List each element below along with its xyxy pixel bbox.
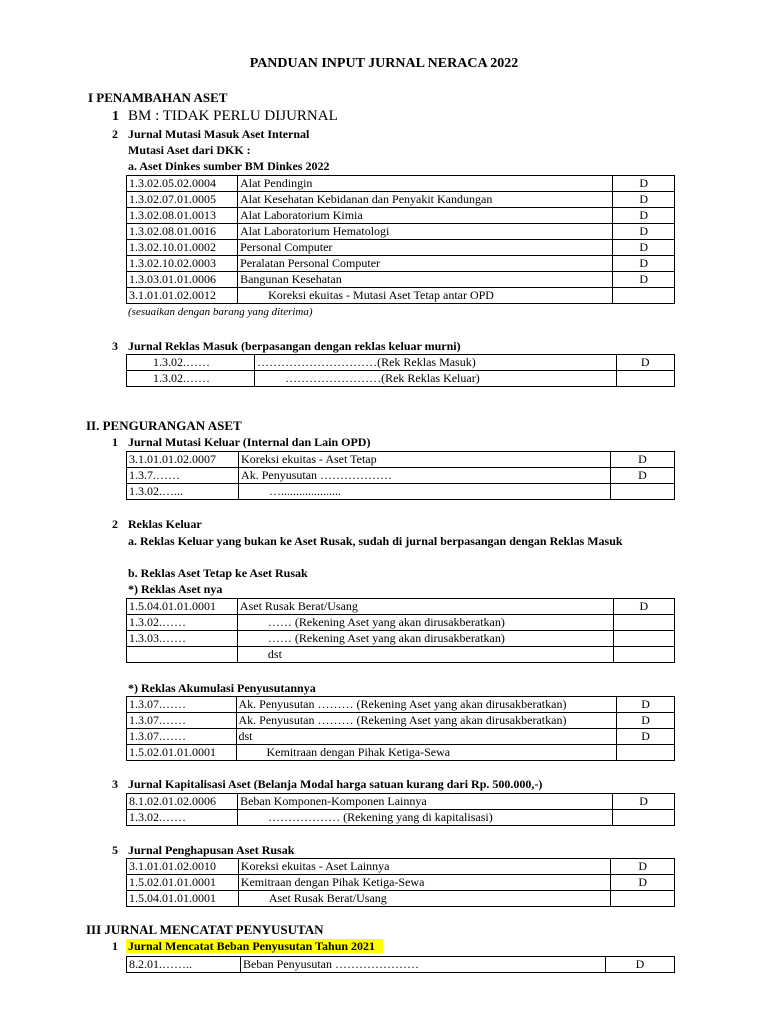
table-row: [127, 240, 675, 256]
s2-item1-num: 1: [112, 435, 118, 449]
cell-dk: D: [617, 713, 675, 729]
cell-desc: …………………………(Rek Reklas Masuk): [255, 355, 616, 371]
table-row: [127, 192, 675, 208]
cell-desc: Alat Kesehatan Kebidanan dan Penyakit Kandungan: [238, 192, 613, 208]
cell-code: 1.3.02.08.01.0013: [127, 208, 238, 224]
cell-desc: …....................: [239, 484, 611, 500]
cell-desc: Ak. Penyusutan ……… (Rekening Aset yang akan dirusakberatkan): [236, 713, 617, 729]
s2-item2-b: b. Reklas Aset Tetap ke Aset Rusak: [128, 566, 308, 580]
table-row: [127, 256, 675, 272]
cell-dk: D: [613, 208, 675, 224]
s1-item3-num: 3: [112, 339, 118, 353]
table-penghapusan: [126, 858, 675, 907]
cell-desc: …… (Rekening Aset yang akan dirusakberatkan): [237, 631, 613, 647]
cell-dk: D: [613, 794, 675, 810]
table-row: [127, 176, 675, 192]
s1-item1-text: BM : TIDAK PERLU DIJURNAL: [128, 108, 338, 124]
cell-dk: D: [617, 697, 675, 713]
table-row: [127, 224, 675, 240]
s1-item2-subsub: a. Aset Dinkes sumber BM Dinkes 2022: [128, 159, 330, 173]
cell-dk: [613, 288, 675, 304]
table-row: [127, 794, 675, 810]
cell-dk: D: [613, 224, 675, 240]
cell-dk: [613, 615, 674, 631]
s2-item1-title: Jurnal Mutasi Keluar (Internal dan Lain OPD): [128, 435, 371, 449]
table-row: [127, 272, 675, 288]
cell-dk: D: [617, 729, 675, 745]
cell-code: 1.3.02.07.01.0005: [127, 192, 238, 208]
cell-desc: Kemitraan dengan Pihak Ketiga-Sewa: [238, 875, 611, 891]
table-row: [127, 631, 675, 647]
cell-dk: D: [611, 875, 675, 891]
cell-dk: [616, 371, 674, 387]
cell-code: 1.3.7.……: [127, 468, 239, 484]
s1-item2-title: Jurnal Mutasi Masuk Aset Internal: [128, 127, 310, 141]
s1-item2-subtitle: Mutasi Aset dari DKK :: [128, 143, 251, 157]
section-3-heading: III JURNAL MENCATAT PENYUSUTAN: [86, 922, 324, 937]
table-row: [127, 615, 675, 631]
table-mutasi-keluar: [126, 451, 675, 500]
table-row: [127, 859, 675, 875]
cell-dk: D: [613, 192, 675, 208]
cell-desc: Kemitraan dengan Pihak Ketiga-Sewa: [236, 745, 617, 761]
cell-dk: D: [613, 176, 675, 192]
table-penyusutan: [126, 956, 675, 973]
table-row: [127, 810, 675, 826]
table-row: [127, 745, 675, 761]
table-reklas-masuk: [126, 354, 675, 387]
cell-desc: ……………… (Rekening yang di kapitalisasi): [238, 810, 613, 826]
cell-code: 3.1.01.01.02.0010: [127, 859, 239, 875]
cell-dk: D: [613, 256, 675, 272]
table-row: [127, 891, 675, 907]
cell-desc: Personal Computer: [238, 240, 613, 256]
cell-dk: D: [610, 468, 674, 484]
table-row: [127, 468, 675, 484]
cell-code: [127, 647, 238, 663]
s3-item1-num: 1: [112, 939, 118, 953]
table-row: [127, 647, 675, 663]
table-row: [127, 599, 675, 615]
cell-dk: [613, 647, 674, 663]
s2-item2-b1-title: *) Reklas Aset nya: [128, 582, 223, 596]
cell-desc: Bangunan Kesehatan: [238, 272, 613, 288]
cell-desc: dst: [237, 647, 613, 663]
cell-code: 1.3.02.05.02.0004: [127, 176, 238, 192]
cell-code: 1.3.03.01.01.0006: [127, 272, 238, 288]
cell-desc: Koreksi ekuitas - Mutasi Aset Tetap antar OPD: [238, 288, 613, 304]
cell-dk: [617, 745, 675, 761]
cell-desc: Alat Laboratorium Hematologi: [238, 224, 613, 240]
cell-code: 1.5.02.01.01.0001: [127, 875, 239, 891]
cell-dk: D: [606, 957, 675, 973]
table-row: [127, 484, 675, 500]
cell-desc: Ak. Penyusutan ……… (Rekening Aset yang akan dirusakberatkan): [236, 697, 617, 713]
cell-dk: [613, 631, 674, 647]
cell-code: 8.2.01.……..: [127, 957, 241, 973]
table-row: [127, 713, 675, 729]
s2-item2-num: 2: [112, 517, 118, 531]
table-row: [127, 697, 675, 713]
s2-item2-title: Reklas Keluar: [128, 517, 202, 531]
cell-code: 1.3.07.……: [127, 713, 237, 729]
cell-code: 8.1.02.01.02.0006: [127, 794, 238, 810]
s1-item2-num: 2: [112, 127, 118, 141]
cell-code: 1.3.07.……: [127, 729, 237, 745]
cell-desc: dst: [236, 729, 617, 745]
s1-item1-num: 1: [112, 109, 119, 124]
cell-code: 1.3.03.……: [127, 631, 238, 647]
s2-item2-a: a. Reklas Keluar yang bukan ke Aset Rusak, sudah di jurnal berpasangan dengan Reklas Masuk: [128, 534, 623, 548]
cell-dk: D: [613, 240, 675, 256]
cell-code: 1.5.04.01.01.0001: [127, 891, 239, 907]
table-row: [127, 355, 675, 371]
cell-desc: Beban Penyusutan …………………: [241, 957, 606, 973]
s2-item3-num: 3: [112, 777, 118, 791]
cell-code: 1.3.02.……: [127, 371, 255, 387]
cell-desc: Alat Pendingin: [238, 176, 613, 192]
cell-dk: D: [610, 452, 674, 468]
table-row: [127, 208, 675, 224]
s2-item2-b2-title: *) Reklas Akumulasi Penyusutannya: [128, 681, 316, 695]
cell-desc: Aset Rusak Berat/Usang: [237, 599, 613, 615]
table-row: [127, 729, 675, 745]
cell-dk: D: [611, 859, 675, 875]
table-reklas-aset: [126, 598, 675, 663]
table-row: [127, 957, 675, 973]
cell-desc: Peralatan Personal Computer: [238, 256, 613, 272]
cell-dk: D: [616, 355, 674, 371]
s1-item3-title: Jurnal Reklas Masuk (berpasangan dengan reklas keluar murni): [128, 339, 461, 353]
cell-code: 1.3.02.10.02.0003: [127, 256, 238, 272]
s2-item5-num: 5: [112, 843, 118, 857]
cell-dk: [611, 891, 675, 907]
cell-desc: …… (Rekening Aset yang akan dirusakberatkan): [237, 615, 613, 631]
table-reklas-akumulasi: [126, 696, 675, 761]
cell-dk: D: [613, 599, 674, 615]
section-2-heading: II. PENGURANGAN ASET: [86, 418, 242, 433]
table-row: [127, 452, 675, 468]
table-kapitalisasi: [126, 793, 675, 826]
section-1-heading: I PENAMBAHAN ASET: [88, 90, 228, 105]
cell-code: 3.1.01.01.02.0007: [127, 452, 239, 468]
cell-code: 1.3.02.10.01.0002: [127, 240, 238, 256]
cell-desc: Koreksi ekuitas - Aset Tetap: [239, 452, 611, 468]
cell-code: 3.1.01.01.02.0012: [127, 288, 238, 304]
page-title: PANDUAN INPUT JURNAL NERACA 2022: [249, 56, 519, 71]
s3-item1-title-wrap: [126, 939, 383, 954]
s2-item3-title: Jurnal Kapitalisasi Aset (Belanja Modal harga satuan kurang dari Rp. 500.000,-): [128, 777, 543, 791]
cell-code: 1.3.02.…...: [127, 484, 239, 500]
cell-desc: Ak. Penyusutan ………………: [239, 468, 611, 484]
table-row: [127, 288, 675, 304]
cell-code: 1.3.02.08.01.0016: [127, 224, 238, 240]
cell-dk: [613, 810, 675, 826]
cell-dk: [610, 484, 674, 500]
cell-desc: Alat Laboratorium Kimia: [238, 208, 613, 224]
cell-code: 1.3.07.……: [127, 697, 237, 713]
s3-item1-title: Jurnal Mencatat Beban Penyusutan Tahun 2021: [126, 939, 383, 953]
cell-code: 1.3.02.……: [127, 810, 238, 826]
cell-desc: ……………………(Rek Reklas Keluar): [255, 371, 616, 387]
table-row: [127, 875, 675, 891]
cell-dk: D: [613, 272, 675, 288]
cell-desc: Aset Rusak Berat/Usang: [238, 891, 611, 907]
s2-item5-title: Jurnal Penghapusan Aset Rusak: [128, 843, 295, 857]
cell-desc: Koreksi ekuitas - Aset Lainnya: [238, 859, 611, 875]
cell-code: 1.5.02.01.01.0001: [127, 745, 237, 761]
cell-code: 1.3.02.……: [127, 355, 255, 371]
s1-item2-note: (sesuaikan dengan barang yang diterima): [128, 306, 313, 318]
table-aset-dinkes: [126, 175, 675, 304]
cell-code: 1.3.02.……: [127, 615, 238, 631]
cell-desc: Beban Komponen-Komponen Lainnya: [238, 794, 613, 810]
cell-code: 1.5.04.01.01.0001: [127, 599, 238, 615]
table-row: [127, 371, 675, 387]
